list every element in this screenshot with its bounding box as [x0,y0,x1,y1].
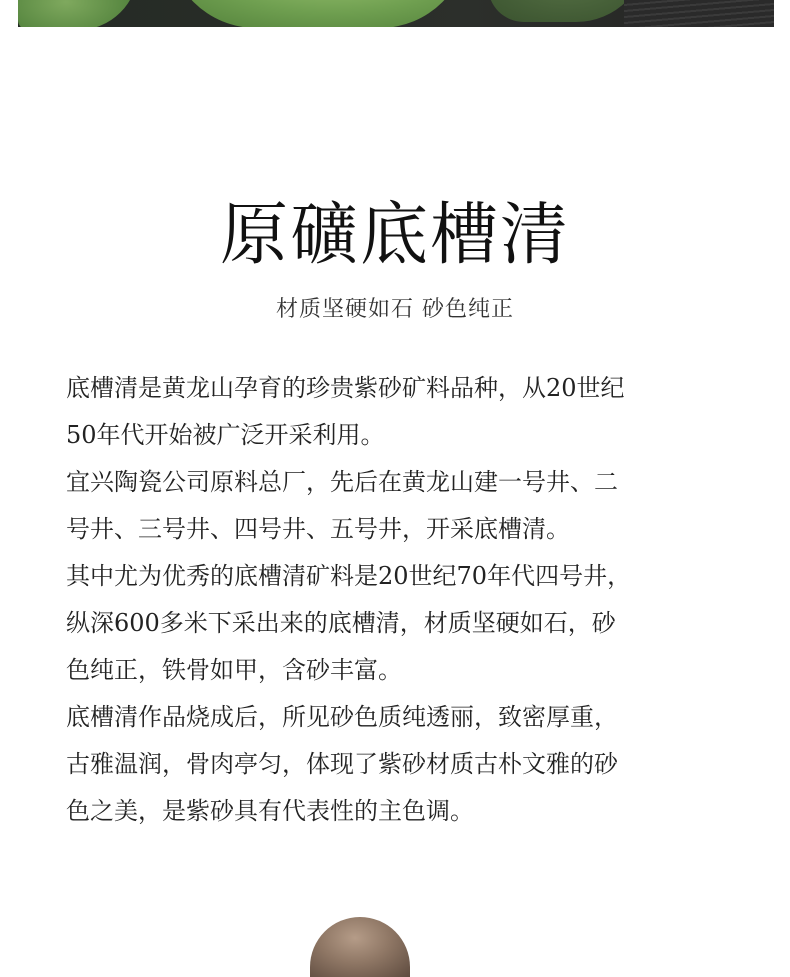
body-line: 号井、三号井、四号井、五号井，开采底槽清。 [66,515,570,543]
teapot-shape [310,917,410,977]
body-line: 50年代开始被广泛开采利用。 [66,421,385,449]
body-line: 纵深600多米下采出来的底槽清，材质坚硬如石，砂 [66,609,616,637]
description-body [66,365,726,835]
leaf-photo-top [18,0,774,27]
page-subtitle: 材质坚硬如石 砂色纯正 [276,297,514,322]
body-line: 色纯正，铁骨如甲，含砂丰富。 [66,656,402,684]
body-line: 底槽清作品烧成后，所见砂色质纯透丽，致密厚重， [66,703,618,731]
body-line: 古雅温润，骨肉亭匀，体现了紫砂材质古朴文雅的砂 [66,750,618,778]
body-line: 其中尤为优秀的底槽清矿料是20世纪70年代四号井， [66,562,632,590]
body-line: 色之美，是紫砂具有代表性的主色调。 [66,797,474,825]
page-title: 原礦底槽清 [219,196,570,275]
leaf-shape [168,0,468,27]
wood-shape [624,0,774,27]
leaf-shape [18,0,138,27]
body-line: 宜兴陶瓷公司原料总厂，先后在黄龙山建一号井、二 [66,468,618,496]
body-line: 底槽清是黄龙山孕育的珍贵紫砂矿料品种，从20世纪 [66,374,625,402]
